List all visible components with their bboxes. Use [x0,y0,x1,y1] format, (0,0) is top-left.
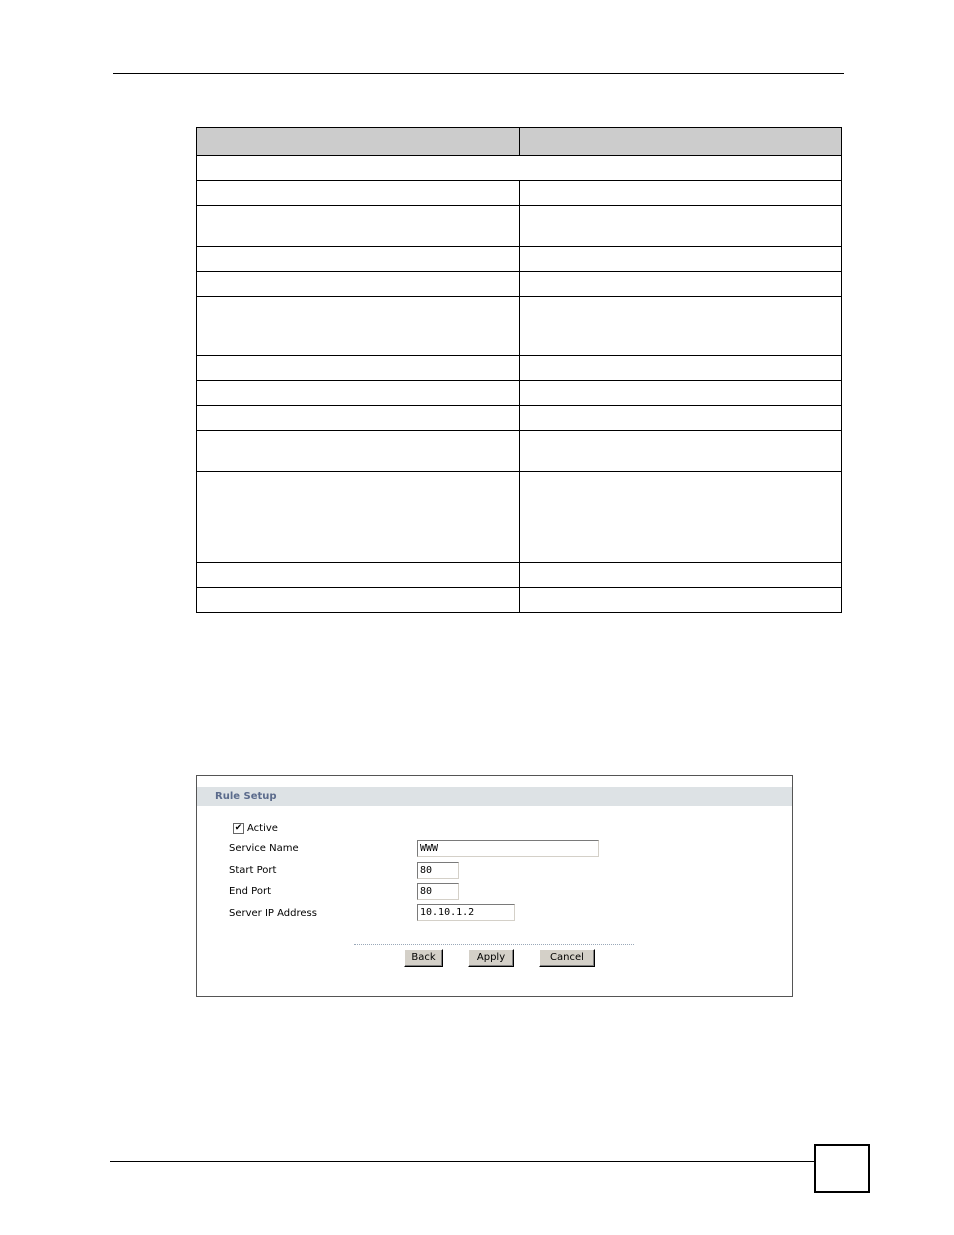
table-cell [519,472,842,563]
service-name-label: Service Name [229,843,299,854]
table-header-row [197,128,842,156]
cancel-button[interactable]: Cancel [539,949,595,967]
table-row [197,356,842,381]
page-number-box [814,1144,870,1193]
server-ip-label: Server IP Address [229,908,317,919]
check-icon: ✔ [234,823,243,833]
table-cell [519,381,842,406]
start-port-input[interactable]: 80 [417,862,459,879]
header-rule [113,73,844,74]
table-cell [519,272,842,297]
table-cell [197,563,520,588]
table-cell [197,181,520,206]
table-row [197,563,842,588]
table-cell [519,356,842,381]
table-cell [519,406,842,431]
table-row [197,247,842,272]
apply-button[interactable]: Apply [468,949,514,967]
table-cell [197,356,520,381]
table-row [197,381,842,406]
end-port-label: End Port [229,886,272,897]
description-table [196,127,842,613]
table-cell [197,206,520,247]
table-cell [519,206,842,247]
back-button[interactable]: Back [404,949,443,967]
table-row [197,472,842,563]
table-row [197,181,842,206]
service-name-input[interactable]: WWW [417,840,599,857]
table-row [197,156,842,181]
table-cell [197,297,520,356]
table-cell [519,181,842,206]
table-cell [197,431,520,472]
table-cell [519,297,842,356]
active-checkbox[interactable] [233,823,244,834]
button-divider [354,944,634,945]
table-row [197,297,842,356]
table-cell [519,431,842,472]
table-cell [197,247,520,272]
table-header-label [197,128,520,156]
table-cell [197,272,520,297]
table-cell [197,156,842,181]
server-ip-input[interactable]: 10.10.1.2 [417,904,515,921]
table-cell [197,381,520,406]
table-cell [197,588,520,613]
start-port-label: Start Port [229,865,277,876]
table-row [197,206,842,247]
panel-title: Rule Setup [197,787,792,806]
table-cell [197,406,520,431]
table-row [197,431,842,472]
table-row [197,406,842,431]
end-port-input[interactable]: 80 [417,883,459,900]
footer-rule [110,1161,816,1162]
table-cell [197,472,520,563]
table-header-description [519,128,842,156]
table-cell [519,588,842,613]
rule-setup-panel [196,775,793,997]
table-cell [519,563,842,588]
table-row [197,588,842,613]
active-label: Active [247,823,278,834]
table-row [197,272,842,297]
table-cell [519,247,842,272]
